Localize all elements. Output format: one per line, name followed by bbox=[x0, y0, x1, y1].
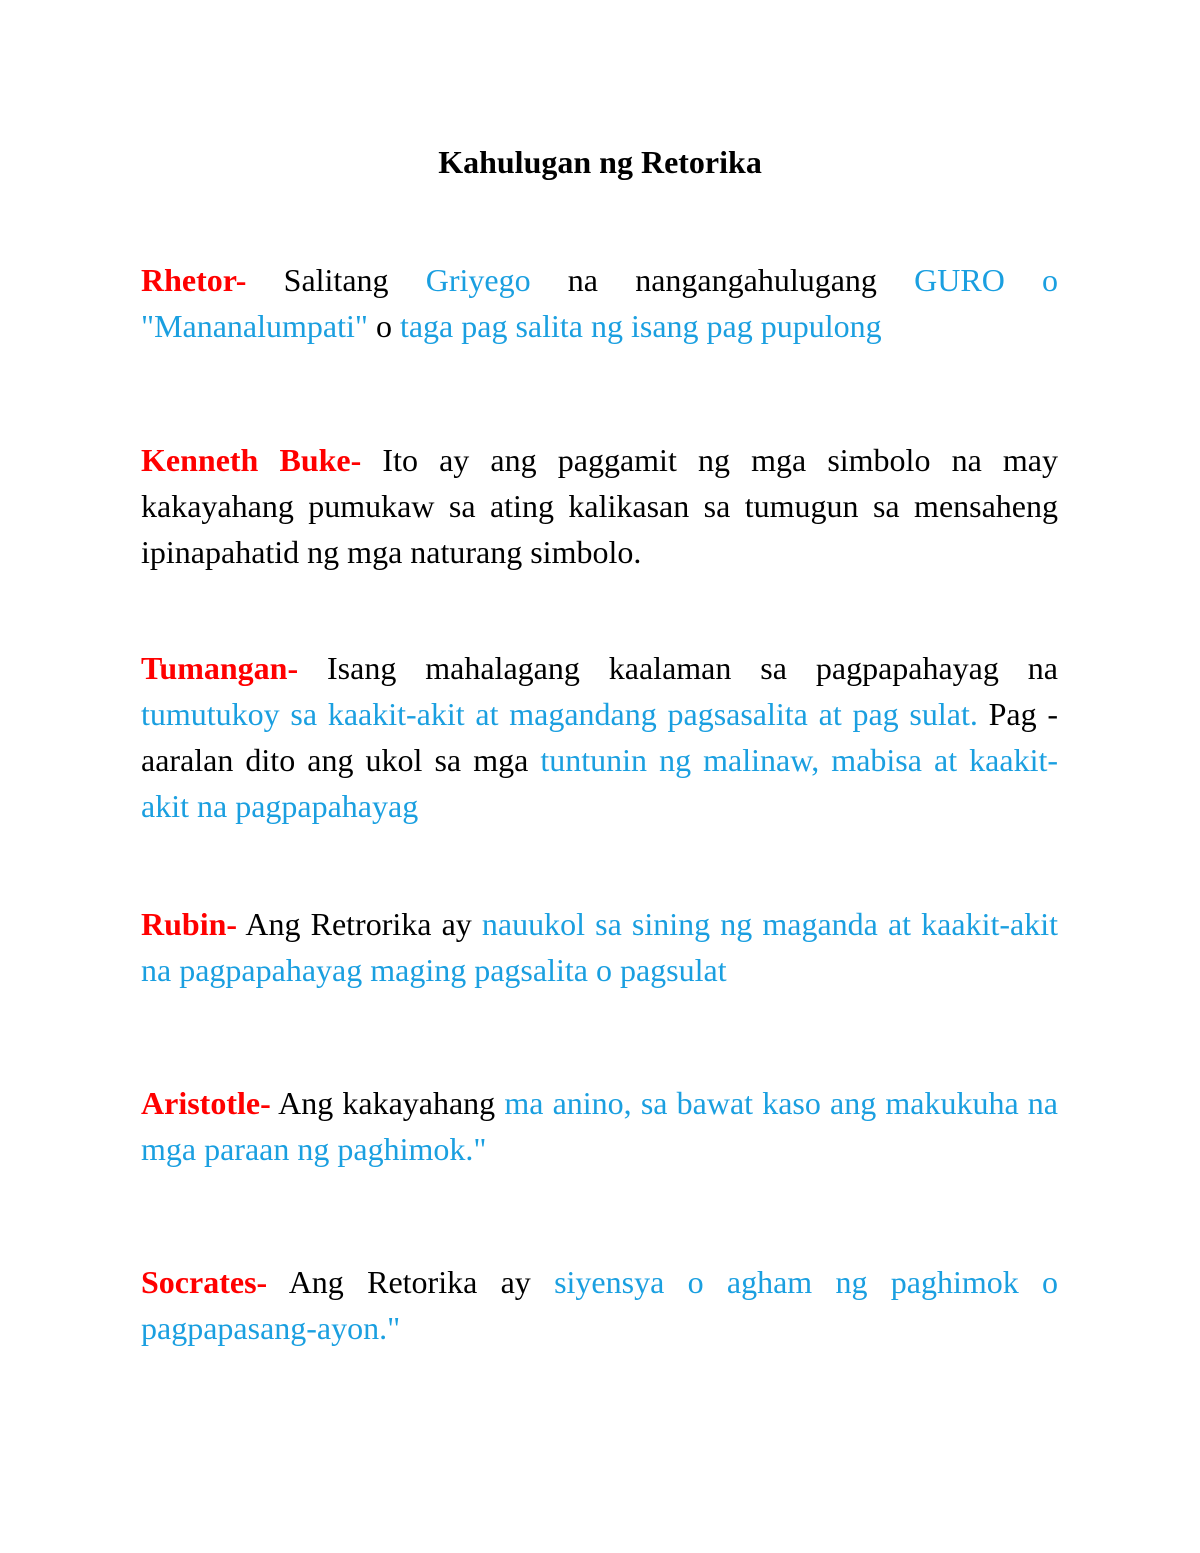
entry-text: Ito ay ang paggamit ng mga simbolo na may kakayahang pumukaw sa ating kalikasan sa tumugun sa mensaheng ipinapahatid ng mga naturang simbolo. bbox=[141, 442, 1059, 570]
entry-highlight: GURO o "Mananalumpati" bbox=[141, 262, 1059, 344]
entry-highlight: tumutukoy sa kaakit-akit at magandang pagsasalita at pag sulat. bbox=[141, 696, 978, 732]
entry-text: Ang kakayahang bbox=[270, 1085, 505, 1121]
entry-text: o bbox=[367, 308, 400, 344]
entry-term: Socrates- bbox=[141, 1264, 268, 1300]
entry-term: Tumangan- bbox=[141, 650, 299, 686]
entry-term: Kenneth Buke- bbox=[141, 442, 362, 478]
entry-highlight: siyensya o agham ng paghimok o pagpapasang-ayon." bbox=[141, 1264, 1059, 1346]
entry-text: na nangangahulugang bbox=[530, 262, 915, 298]
entry-highlight: ma anino, sa bawat kaso ang makukuha na mga paraan ng paghimok." bbox=[141, 1085, 1059, 1167]
entry-term: Aristotle- bbox=[141, 1085, 271, 1121]
entry-kenneth-buke bbox=[141, 437, 1058, 575]
entry-text: Salitang bbox=[246, 262, 426, 298]
entry-highlight: Griyego bbox=[425, 262, 531, 298]
entry-rubin bbox=[141, 901, 1058, 993]
entry-aristotle bbox=[141, 1080, 1058, 1172]
entry-text: Ang Retorika ay bbox=[267, 1264, 555, 1300]
entry-text: Ang Retrorika ay bbox=[237, 906, 482, 942]
entry-text: Isang mahalagang kaalaman sa pagpapahayag na bbox=[298, 650, 1058, 686]
entry-highlight: nauukol sa sining ng maganda at kaakit-akit na pagpapahayag maging pagsalita o pagsulat bbox=[141, 906, 1059, 988]
entry-tumangan bbox=[141, 645, 1058, 829]
entry-term: Rhetor- bbox=[141, 262, 247, 298]
entry-highlight: taga pag salita ng isang pag pupulong bbox=[399, 308, 882, 344]
page-title: Kahulugan ng Retorika bbox=[438, 144, 762, 180]
entry-text: Pag -aaralan dito ang ukol sa mga bbox=[141, 696, 1059, 778]
entry-rhetor bbox=[141, 257, 1058, 349]
entry-term: Rubin- bbox=[141, 906, 238, 942]
entry-highlight: tuntunin ng malinaw, mabisa at kaakit-akit na pagpapahayag bbox=[141, 742, 1059, 824]
entry-socrates bbox=[141, 1259, 1058, 1351]
